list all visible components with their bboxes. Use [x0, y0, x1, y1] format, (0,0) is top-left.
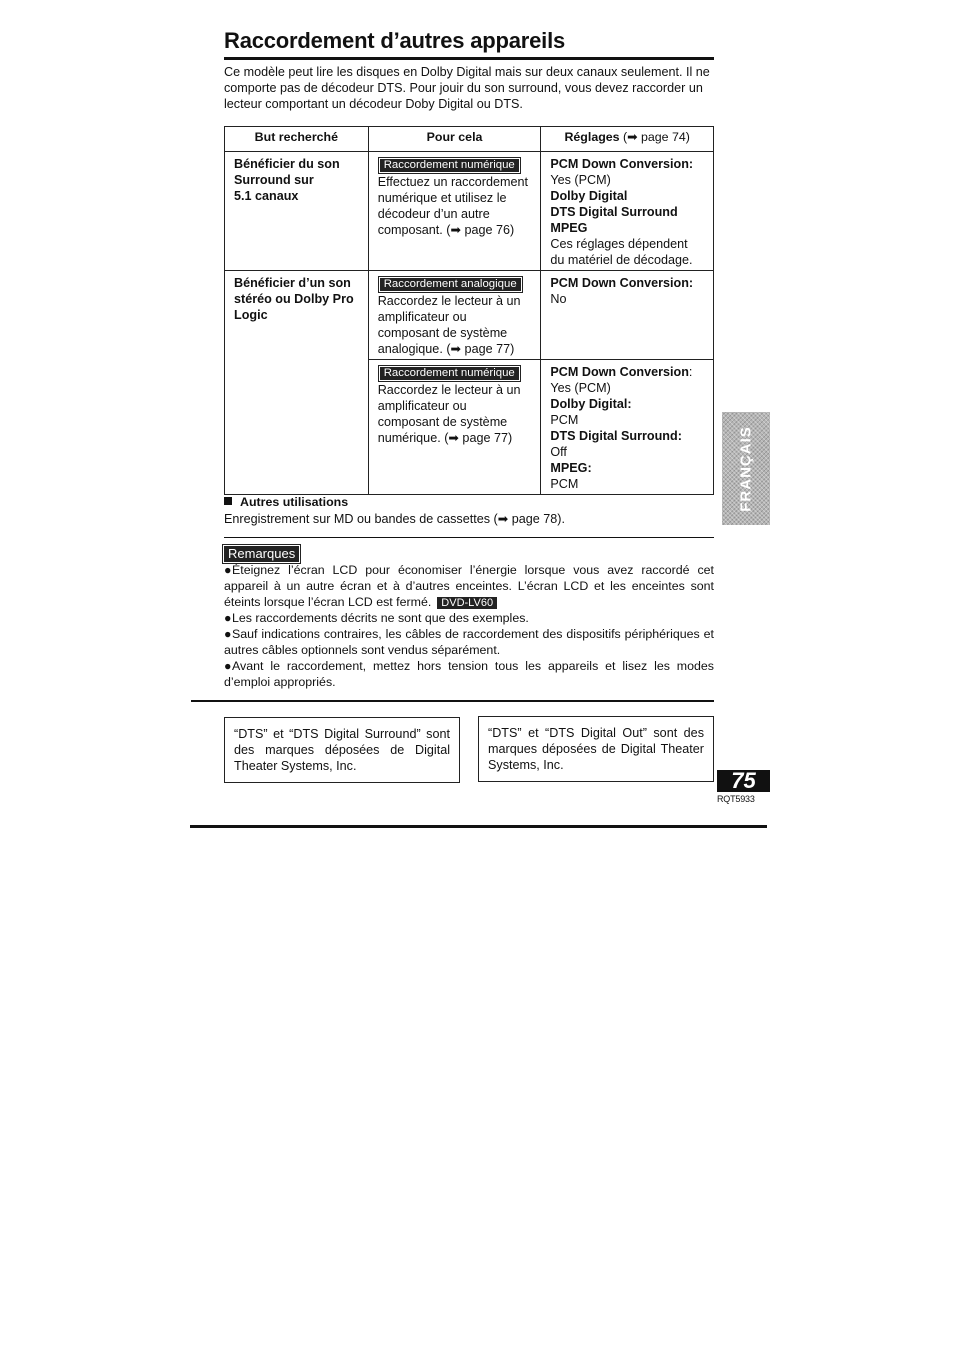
header-settings — [541, 127, 714, 152]
action-line: Raccordez le lecteur à un — [377, 383, 521, 397]
bullet-icon: ● — [224, 659, 232, 673]
action-cell — [368, 271, 541, 360]
table-row — [225, 152, 714, 271]
action-line: Effectuez un raccordement — [377, 175, 528, 189]
setting-value: PCM — [550, 413, 579, 427]
action-line: analogique. (➡ page 77) — [377, 342, 515, 356]
table-header-row — [225, 127, 714, 152]
trademark-box: “DTS” et “DTS Digital Surround” sont des marques déposées de Digital Theater Systems, Inc. — [224, 717, 460, 783]
setting-value: Off — [550, 445, 567, 459]
setting-value: PCM — [550, 477, 579, 491]
bullet-icon: ● — [224, 627, 232, 641]
section-heading-text: Autres utilisations — [240, 495, 349, 509]
document-code: RQT5933 — [717, 794, 755, 804]
setting-label: DTS Digital Surround: — [550, 429, 682, 443]
settings-table — [224, 126, 714, 495]
bullet-icon: ● — [224, 563, 232, 577]
square-bullet-icon — [224, 497, 232, 505]
language-tab — [722, 412, 770, 525]
header-settings-label: Réglages — [564, 130, 620, 144]
list-item — [224, 562, 714, 610]
setting-value: Yes (PCM) — [550, 381, 611, 395]
title-rule — [224, 57, 714, 60]
section-text: Enregistrement sur MD ou bandes de cassettes (➡ page 78). — [224, 512, 565, 526]
remarks-list — [224, 562, 714, 690]
goal-line: Surround sur — [234, 173, 314, 187]
setting-label: PCM Down Conversion: — [550, 157, 694, 171]
goal-line: Bénéficier du son — [234, 157, 340, 171]
goal-line: Bénéficier d’un son — [234, 276, 351, 290]
action-cell — [368, 152, 541, 271]
setting-value: Yes (PCM) — [550, 173, 611, 187]
setting-note: du matériel de décodage. — [550, 253, 693, 267]
note-text: Avant le raccordement, mettez hors tension tous les appareils et lisez les modes d’emploi appropriés. — [224, 659, 714, 689]
setting-label: MPEG: — [550, 461, 592, 475]
goal-line: 5.1 canaux — [234, 189, 299, 203]
action-line: composant. (➡ page 76) — [377, 223, 515, 237]
section-heading — [224, 495, 348, 509]
header-goal: But recherché — [225, 127, 369, 152]
setting-label: MPEG — [550, 221, 588, 235]
setting-label: PCM Down Conversion — [550, 365, 689, 379]
action-cell — [368, 360, 541, 495]
goal-line: Logic — [234, 308, 268, 322]
language-tab-label: FRANÇAIS — [737, 425, 755, 512]
action-line: décodeur d’un autre — [377, 207, 490, 221]
divider — [224, 537, 714, 538]
intro-paragraph: Ce modèle peut lire les disques en Dolby Digital mais sur deux canaux seulement. Il ne comporte pas de décodeur DTS. Pour jouir du son surround, vous devez raccorder un lecteur comportant un décodeur Doby Digital ou DTS. — [224, 65, 710, 112]
goal-cell — [225, 271, 369, 495]
action-line: amplificateur ou — [377, 310, 467, 324]
goal-cell — [225, 152, 369, 271]
divider — [190, 825, 767, 828]
action-line: Raccordez le lecteur à un — [377, 294, 521, 308]
list-item — [224, 626, 714, 658]
settings-cell — [541, 152, 714, 271]
setting-colon: : — [688, 365, 693, 379]
action-line: composant de système — [377, 415, 508, 429]
setting-note: Ces réglages dépendent — [550, 237, 688, 251]
header-action: Pour cela — [368, 127, 541, 152]
list-item — [224, 658, 714, 690]
page-title: Raccordement d’autres appareils — [224, 28, 566, 53]
action-line: composant de système — [377, 326, 508, 340]
note-text: Les raccordements décrits ne sont que des exemples. — [232, 611, 529, 625]
model-badge: DVD-LV60 — [437, 597, 497, 609]
setting-value: No — [550, 292, 567, 306]
settings-cell — [541, 271, 714, 360]
settings-cell — [541, 360, 714, 495]
header-settings-ref: (➡ page 74) — [623, 130, 690, 144]
action-line: numérique. (➡ page 77) — [377, 431, 513, 445]
action-line: numérique et utilisez le — [377, 191, 507, 205]
note-text: Éteignez l’écran LCD pour économiser l’énergie lorsque vous avez raccordé cet appareil à un autre écran et à d’autres enceintes. L’écran LCD et les enceintes sont éteints lorsque l’écran LCD est fermé. — [224, 563, 714, 609]
remarks-badge: Remarques — [224, 546, 299, 562]
divider — [191, 700, 714, 702]
connection-tag: Raccordement numérique — [380, 159, 519, 172]
setting-label: PCM Down Conversion: — [550, 276, 694, 290]
page-number: 75 — [717, 770, 770, 792]
setting-row — [550, 364, 704, 380]
connection-tag: Raccordement analogique — [380, 278, 521, 291]
setting-label: DTS Digital Surround — [550, 205, 678, 219]
setting-label: Dolby Digital: — [550, 397, 632, 411]
setting-label: Dolby Digital — [550, 189, 628, 203]
trademark-box: “DTS” et “DTS Digital Out” sont des marques déposées de Digital Theater Systems, Inc. — [478, 716, 714, 782]
connection-tag: Raccordement numérique — [380, 367, 519, 380]
goal-line: stéréo ou Dolby Pro — [234, 292, 354, 306]
list-item — [224, 610, 714, 626]
note-text: Sauf indications contraires, les câbles de raccordement des dispositifs périphériques et autres câbles optionnels sont vendus séparément. — [224, 627, 714, 657]
bullet-icon: ● — [224, 611, 232, 625]
action-line: amplificateur ou — [377, 399, 467, 413]
table-row — [225, 271, 714, 360]
